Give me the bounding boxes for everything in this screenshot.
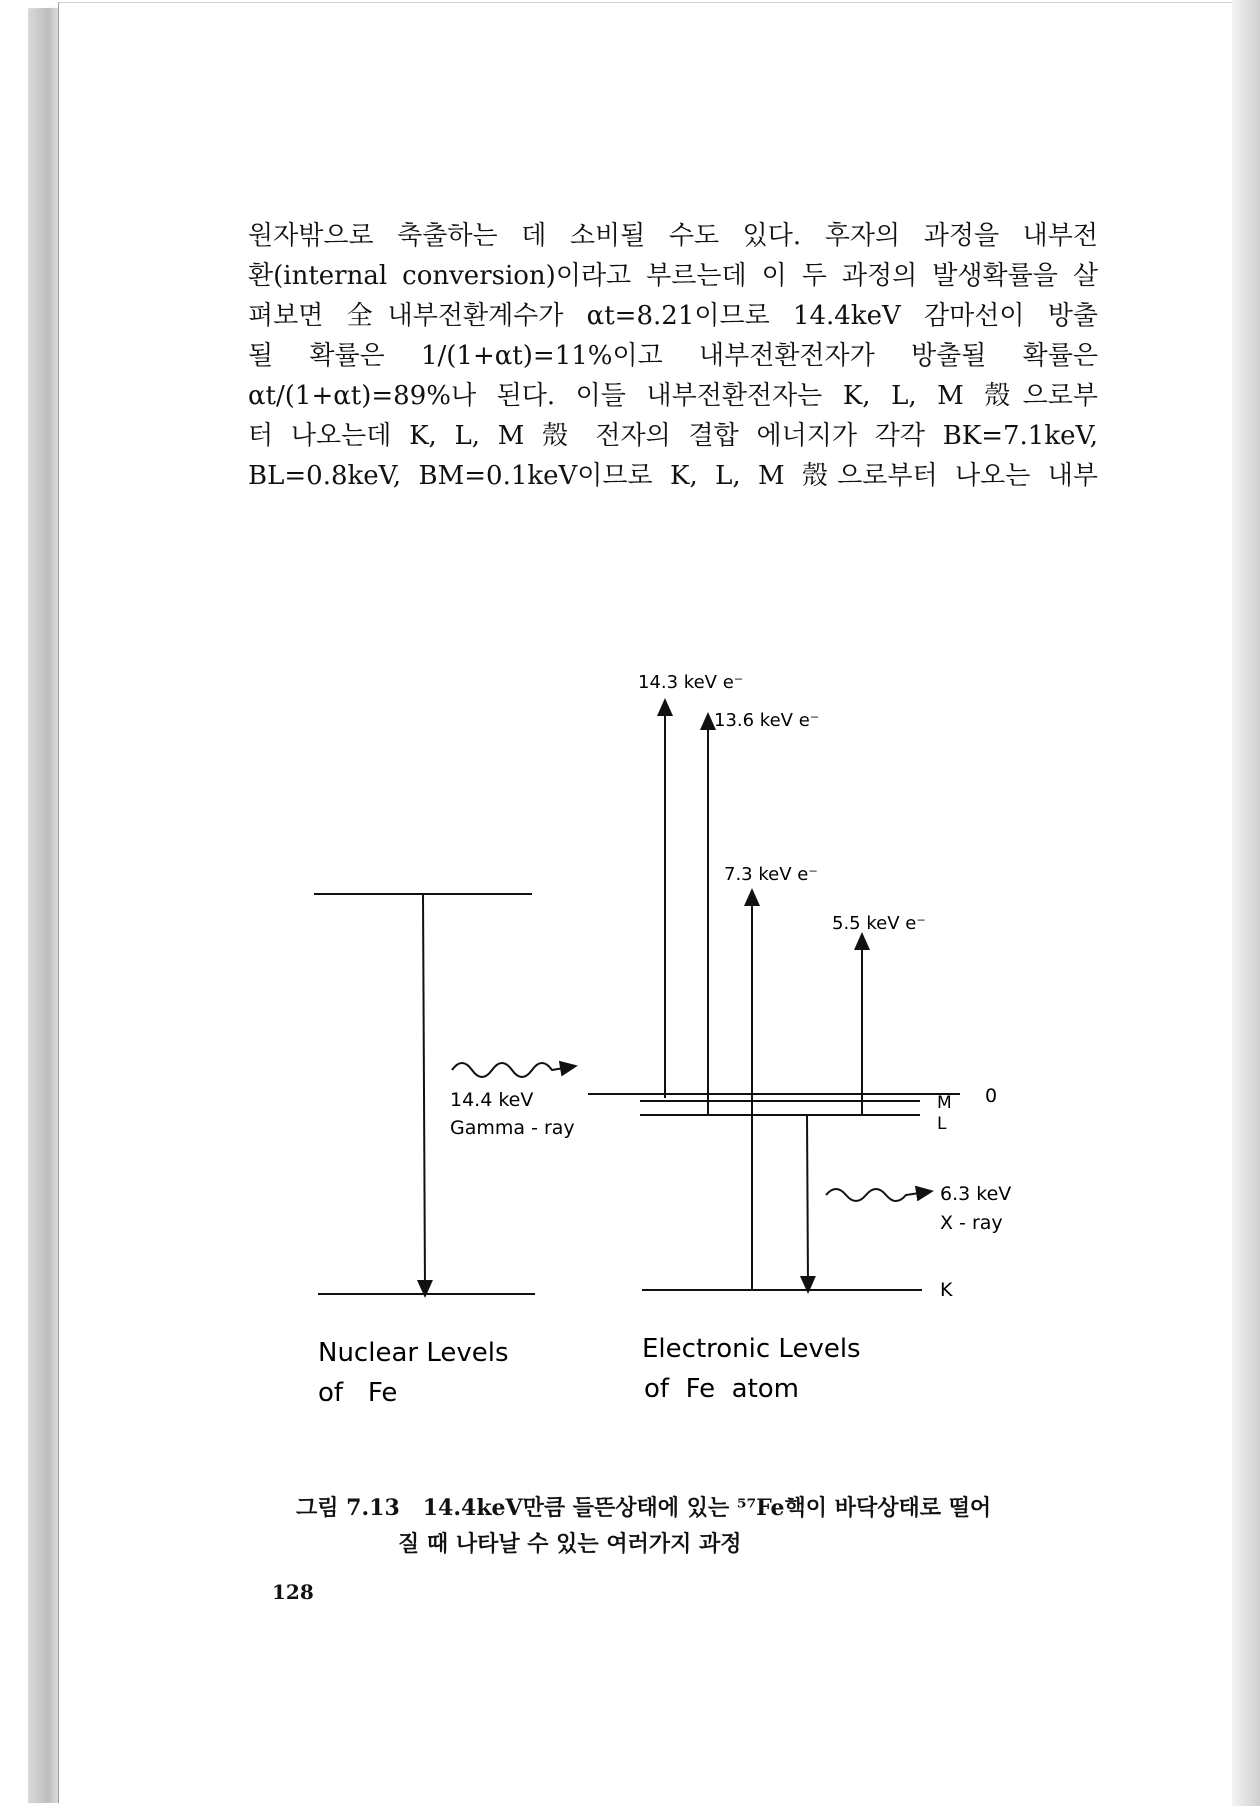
xray-type-label: X - ray (940, 1212, 1003, 1234)
caption-line-2: 질 때 나타날 수 있는 여러가지 과정 (398, 1531, 742, 1557)
body-line: 펴보면 全내부전환계수가 αt=8.21이므로 14.4keV 감마선이 방출 (248, 301, 1098, 331)
gamma-energy-label: 14.4 keV (450, 1089, 534, 1111)
nuclear-levels-subtitle: of Fe (318, 1378, 398, 1408)
electronic-levels-title: Electronic Levels (642, 1334, 861, 1364)
level-L-label: L (937, 1114, 947, 1134)
level-M-label: M (937, 1093, 952, 1113)
figure-caption (296, 1490, 1096, 1562)
body-line: 원자밖으로 축출하는 데 소비될 수도 있다. 후자의 과정을 내부전 (248, 221, 1098, 251)
level-zero-label: 0 (985, 1085, 998, 1107)
body-line: 환(internal conversion)이라고 부르는데 이 두 과정의 발생확률을 살 (248, 261, 1098, 291)
electron-energy-label-3: 7.3 keV e⁻ (724, 864, 818, 885)
page-number: 128 (272, 1580, 314, 1604)
electron-energy-label-4: 5.5 keV e⁻ (832, 913, 926, 934)
body-line: BL=0.8keV, BM=0.1keV이므로 K, L, M 殼으로부터 나오는 내부 (248, 461, 1098, 491)
xray-energy-label: 6.3 keV (940, 1183, 1012, 1205)
gamma-type-label: Gamma - ray (450, 1117, 575, 1139)
nuclear-levels-title: Nuclear Levels (318, 1338, 509, 1368)
caption-label: 그림 7.13 (296, 1495, 400, 1521)
electronic-levels-subtitle: of Fe atom (644, 1374, 800, 1404)
xray-wave-icon (826, 1189, 926, 1201)
nuclear-decay-arrow (423, 894, 425, 1290)
electron-energy-label-2: 13.6 keV e⁻ (714, 710, 820, 731)
level-K-label: K (940, 1279, 953, 1301)
xray-transition-arrow (807, 1115, 808, 1286)
caption-line-1: 14.4keV만큼 들뜬상태에 있는 ⁵⁷Fe핵이 바닥상태로 떨어 (422, 1495, 992, 1521)
electron-energy-label-1: 14.3 keV e⁻ (638, 672, 744, 693)
body-line: 될 확률은 1/(1+αt)=11%이고 내부전환전자가 방출될 확률은 (248, 341, 1098, 371)
body-line: αt/(1+αt)=89%나 된다. 이들 내부전환전자는 K, L, M 殼으로부 (248, 381, 1098, 411)
body-line: 터 나오는데 K, L, M 殼 전자의 결합 에너지가 각각 BK=7.1keV, (248, 421, 1098, 451)
gamma-wave-icon (452, 1063, 570, 1077)
